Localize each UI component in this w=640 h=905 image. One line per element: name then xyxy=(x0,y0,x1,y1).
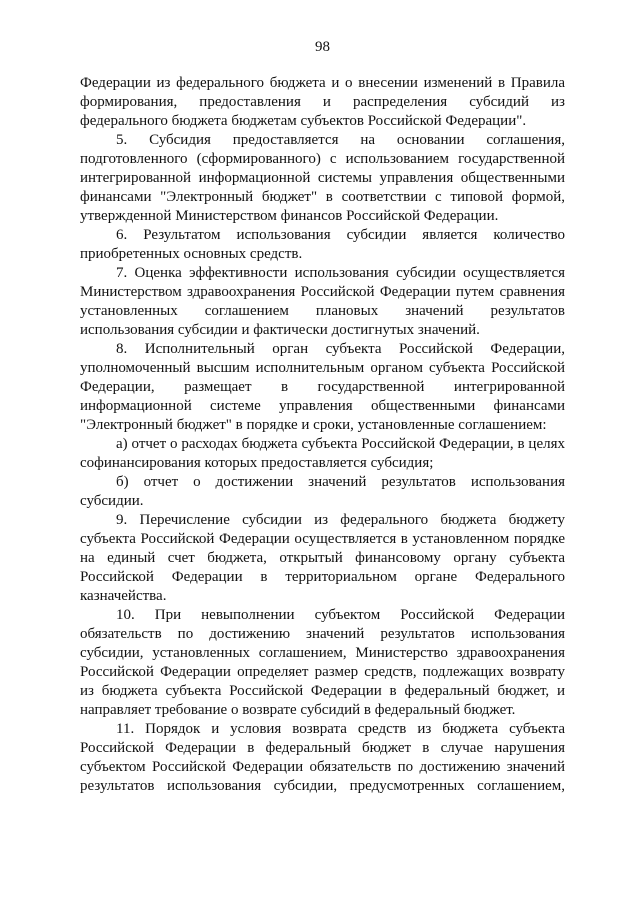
page-number: 98 xyxy=(315,39,330,55)
paragraph-6: 6. Результатом использования субсидии является количество приобретенных основных средств. xyxy=(80,227,565,262)
paragraph-5: 5. Субсидия предоставляется на основании соглашения, подготовленного (сформированного) с использованием государственной интегрированной информационной системы управления общественными финансами "Электронный бюджет" в соответствии с типовой формой, утвержденной Министерством финансов Российской Федерации. xyxy=(80,132,565,224)
paragraph-9: 9. Перечисление субсидии из федерального бюджета бюджету субъекта Российской Федерации осуществляется в установленном порядке на единый счет бюджета, открытый финансовому органу субъекта Российской Федерации в территориальном органе Федерального казначейства. xyxy=(80,512,565,604)
paragraph-11: 11. Порядок и условия возврата средств из бюджета субъекта Российской Федерации в федеральный бюджет в случае нарушения субъектом Российской Федерации обязательств по достижению значений результатов использования субсидии, предусмотренных соглашением, xyxy=(80,721,565,794)
paragraph-7: 7. Оценка эффективности использования субсидии осуществляется Министерством здравоохранения Российской Федерации путем сравнения установленных соглашением плановых значений результатов использования субсидии и фактически достигнутых значений. xyxy=(80,265,565,338)
document-body xyxy=(80,74,565,796)
paragraph-8: 8. Исполнительный орган субъекта Российской Федерации, уполномоченный высшим исполнительным органом субъекта Российской Федерации, размещает в государственной интегрированной информационной системе управления общественными финансами "Электронный бюджет" в порядке и сроки, установленные соглашением: xyxy=(80,341,565,433)
paragraph-10: 10. При невыполнении субъектом Российской Федерации обязательств по достижению значений результатов использования субсидии, установленных соглашением, Министерство здравоохранения Российской Федерации определяет размер средств, подлежащих возврату из бюджета субъекта Российской Федерации в федеральный бюджет, и направляет требование о возврате субсидий в федеральный бюджет. xyxy=(80,607,565,718)
paragraph-continuation: Федерации из федерального бюджета и о внесении изменений в Правила формирования, предоставления и распределения субсидий из федерального бюджета бюджетам субъектов Российской Федерации". xyxy=(80,75,565,129)
paragraph-8b: б) отчет о достижении значений результатов использования субсидии. xyxy=(80,474,565,509)
paragraph-8a: а) отчет о расходах бюджета субъекта Российской Федерации, в целях софинансирования которых предоставляется субсидия; xyxy=(80,436,565,471)
